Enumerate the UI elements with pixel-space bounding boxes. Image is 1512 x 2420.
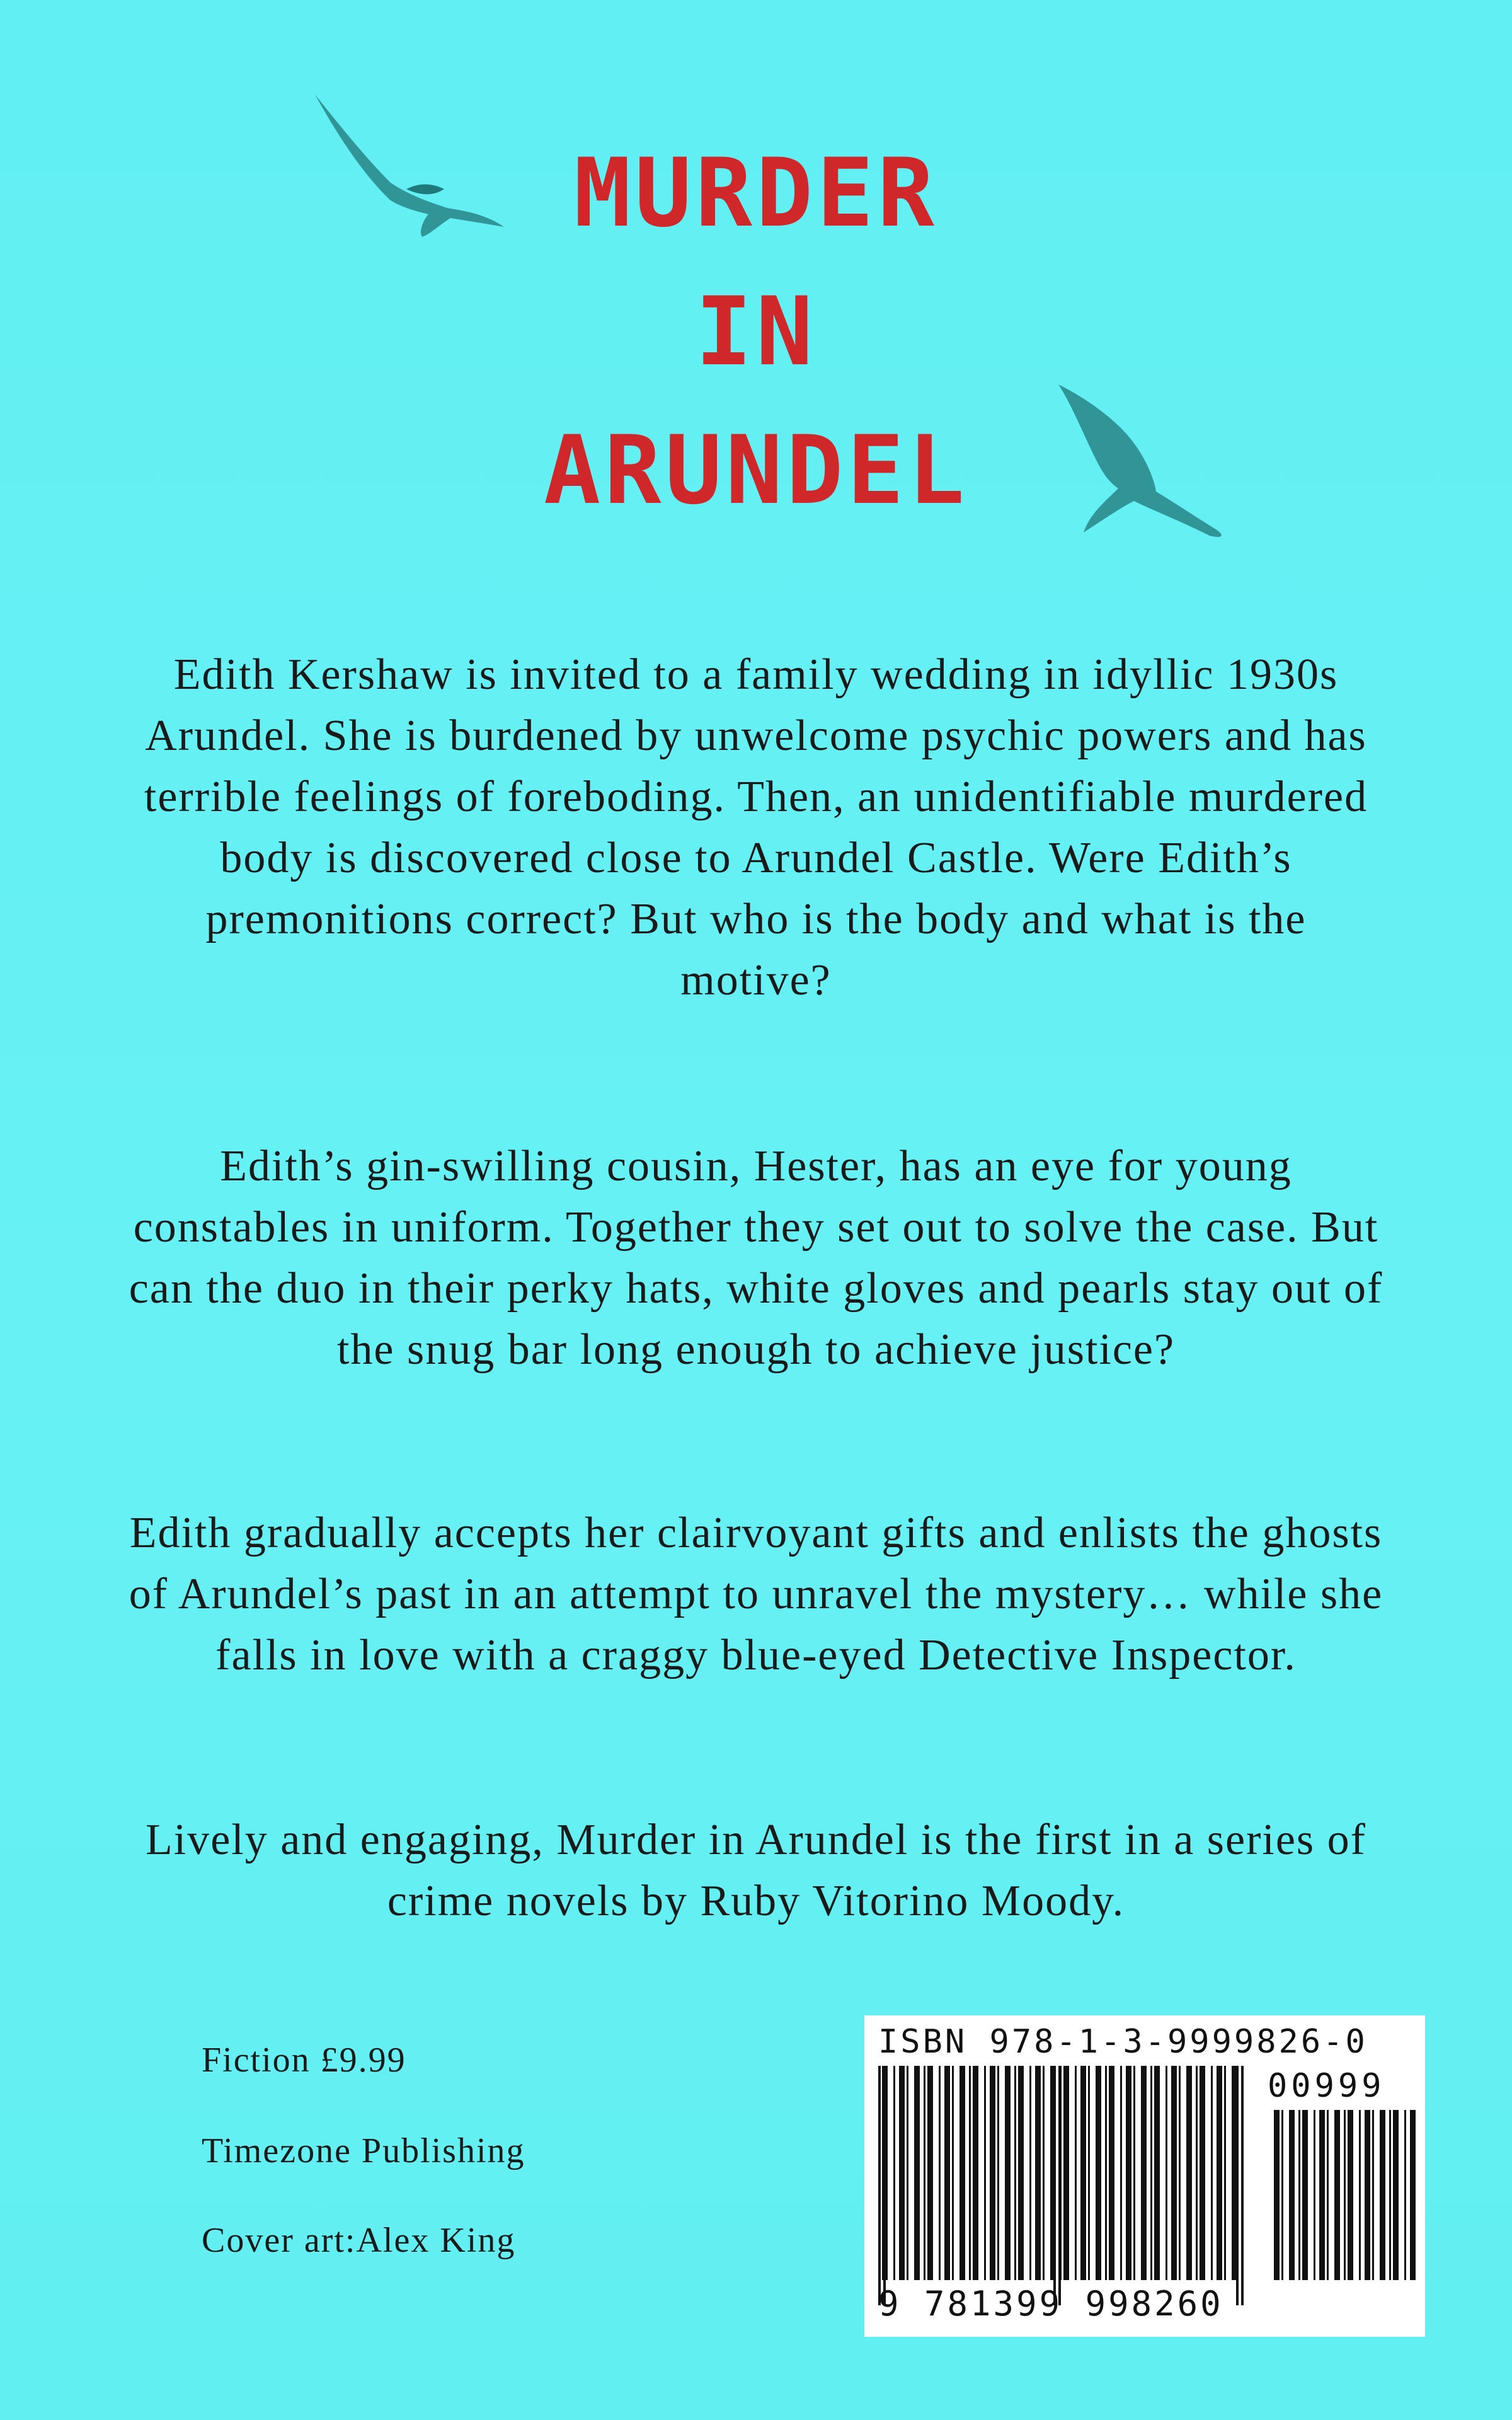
barcode-bar bbox=[1133, 2066, 1135, 2280]
barcode-bar bbox=[1389, 2110, 1391, 2280]
publisher: Timezone Publishing bbox=[202, 2131, 525, 2170]
title-line-2: IN bbox=[695, 277, 817, 387]
barcode-bar bbox=[1274, 2110, 1280, 2280]
barcode-bar bbox=[1365, 2110, 1370, 2280]
barcode-bar bbox=[924, 2066, 925, 2280]
barcode-bar bbox=[969, 2066, 971, 2280]
barcode-bar bbox=[1120, 2066, 1122, 2280]
barcode-bar bbox=[893, 2066, 895, 2280]
barcode-bar bbox=[1018, 2066, 1024, 2280]
barcode-bar bbox=[1224, 2066, 1226, 2280]
barcode-bar bbox=[1109, 2066, 1114, 2280]
barcode-bar bbox=[1186, 2066, 1192, 2280]
barcode-guard-bar bbox=[1236, 2066, 1239, 2305]
barcode-guard-bar bbox=[1241, 2066, 1244, 2305]
barcode-bar bbox=[1348, 2110, 1353, 2280]
barcode-guard-bar bbox=[883, 2066, 886, 2305]
barcode-bar bbox=[990, 2066, 995, 2280]
price-code: 00999 bbox=[1268, 2067, 1385, 2105]
blurb-paragraph-1: Edith Kershaw is invited to a family wedding in idyllic 1930s Arundel. She is burdened by unwelcome psychic powers and has terrible feelings of foreboding. Then, an unidentifiable murdered body is discovered close to Arundel Castle. Were Edith’s premonitions correct? But who is the body and what is the motive? bbox=[144, 650, 1368, 1005]
blurb-paragraph-2: Edith’s gin-swilling cousin, Hester, has an eye for young constables in uniform. Together they set out to solve the case. But can the duo in their perky hats, white gloves and pearls stay out of the snug bar long enough to achieve justice? bbox=[129, 1142, 1383, 1374]
barcode-bar bbox=[1141, 2066, 1147, 2280]
barcode-bar bbox=[1075, 2066, 1077, 2280]
barcode-bar bbox=[1166, 2066, 1167, 2280]
barcode-bar bbox=[1314, 2110, 1315, 2280]
barcode-bar bbox=[1150, 2066, 1152, 2280]
title-line-1: MURDER bbox=[574, 139, 938, 248]
barcode-bar bbox=[1196, 2066, 1198, 2280]
barcode-bar bbox=[1359, 2110, 1361, 2280]
barcode-bar bbox=[1043, 2066, 1045, 2280]
isbn-text: ISBN 978-1-3-9999826-0 bbox=[878, 2023, 1368, 2061]
barcode-bar bbox=[1281, 2110, 1283, 2280]
barcode-bar bbox=[1327, 2110, 1329, 2280]
barcode-bar bbox=[907, 2066, 908, 2280]
barcode-bar bbox=[1080, 2066, 1086, 2280]
barcode-bar bbox=[997, 2066, 999, 2280]
barcode-bar bbox=[927, 2066, 933, 2280]
barcode-bar bbox=[1005, 2066, 1011, 2280]
barcode-guard-bar bbox=[1058, 2066, 1061, 2305]
barcode-bar bbox=[1171, 2066, 1177, 2280]
barcode-bar bbox=[1014, 2066, 1016, 2280]
barcode-bar bbox=[984, 2066, 986, 2280]
barcode-bar bbox=[1289, 2110, 1295, 2280]
barcode-bar bbox=[939, 2066, 941, 2280]
barcode-bar bbox=[1344, 2110, 1346, 2280]
barcode-bar bbox=[944, 2066, 950, 2280]
barcode-bar bbox=[1179, 2066, 1181, 2280]
barcode-bar bbox=[1298, 2110, 1300, 2280]
barcode-bar bbox=[1105, 2066, 1107, 2280]
barcode-bar bbox=[1372, 2110, 1374, 2280]
cover-art-credit: Cover art:Alex King bbox=[202, 2221, 516, 2260]
barcode-panel bbox=[864, 2015, 1425, 2337]
blurb-paragraph-3: Edith gradually accepts her clairvoyant gifts and enlists the ghosts of Arundel’s past in an attempt to unravel the mystery… while she falls in love with a craggy blue-eyed Detective Inspector. bbox=[129, 1509, 1383, 1680]
barcode-bar bbox=[1217, 2066, 1222, 2280]
barcode-bar bbox=[1211, 2066, 1213, 2280]
barcode-bar bbox=[1334, 2110, 1340, 2280]
barcode-bar bbox=[1393, 2110, 1399, 2280]
barcode-bar bbox=[1410, 2110, 1416, 2280]
barcode-bar bbox=[1319, 2110, 1325, 2280]
barcode-bar bbox=[1029, 2066, 1031, 2280]
barcode-bar bbox=[959, 2066, 965, 2280]
barcode-bar bbox=[1380, 2110, 1385, 2280]
barcode-bar bbox=[952, 2066, 954, 2280]
blurb-paragraph-4: Lively and engaging, Murder in Arundel is the first in a series of crime novels by Ruby Vitorino Moody. bbox=[146, 1816, 1366, 1925]
ean-digits: 9 781399 998260 bbox=[878, 2284, 1223, 2324]
barcode-bar bbox=[1126, 2066, 1131, 2280]
barcode-bar bbox=[1088, 2066, 1090, 2280]
barcode-bar bbox=[1200, 2066, 1205, 2280]
barcode-bar bbox=[1063, 2066, 1069, 2280]
barcode-bar bbox=[899, 2066, 905, 2280]
barcode-bar bbox=[1404, 2110, 1406, 2280]
barcode-bar bbox=[914, 2066, 920, 2280]
genre-price: Fiction £9.99 bbox=[202, 2041, 406, 2080]
barcode-bar bbox=[1154, 2066, 1160, 2280]
barcode-guard-bar bbox=[878, 2066, 881, 2305]
barcode-bar bbox=[973, 2066, 978, 2280]
barcode-bar bbox=[1035, 2066, 1041, 2280]
barcode-bar bbox=[1302, 2110, 1308, 2280]
barcode-guard-bar bbox=[1053, 2066, 1056, 2305]
title-line-3: ARUNDEL bbox=[543, 416, 969, 526]
barcode-bar bbox=[1096, 2066, 1101, 2280]
